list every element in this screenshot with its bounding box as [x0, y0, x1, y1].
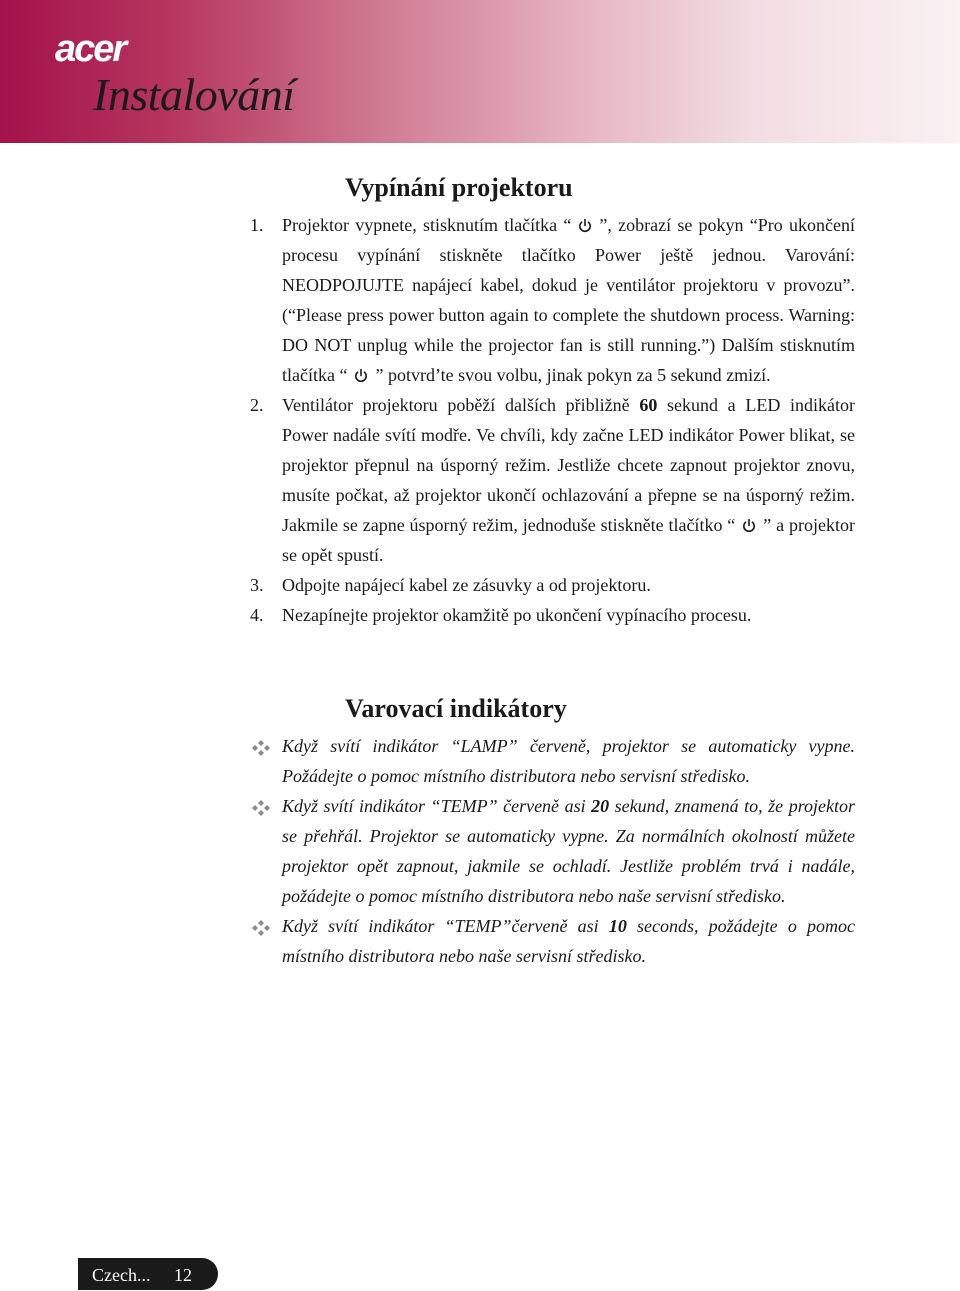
item-number: 2. [250, 395, 264, 415]
item-text: Když svítí indikátor “LAMP” červeně, projektor se automaticky vypne. Požádejte o pomoc místního distributora nebo servisní středisko. [282, 736, 855, 786]
list-item [240, 731, 855, 791]
item-number: 4. [250, 605, 264, 625]
item-text: sekund a LED indikátor Power nadále svítí modře. Ve chvíli, kdy začne LED indikátor Power blikat, se projektor přepnul na úsporný režim. Jestliže chcete zapnout projektor znovu, musíte počkat, až projektor ukončí ochlazování a přepne se na úsporný režim. Jakmile se zapne úsporný režim, jednoduše stiskněte tlačítko “ [282, 395, 855, 535]
diamond-bullet-icon [250, 740, 272, 756]
footer-language: Czech... [92, 1265, 151, 1285]
item-text: sekund, znamená to, že projektor se přehřál. Projektor se automaticky vypne. Za normálních okolností můžete projektor opět zapnout, jakmile se ochladí. Jestliže problém trvá i nadále, požádejte o pomoc místního distributora nebo naše servisní středisko. [282, 796, 856, 906]
item-text: Projektor vypnete, stisknutím tlačítka “ [282, 215, 572, 235]
item-text: ” potvrd’te svou volbu, jinak pokyn za 5 sekund zmizí. [375, 365, 771, 385]
footer-page-tab [78, 1258, 218, 1290]
emphasis-number: 20 [591, 796, 610, 816]
item-text: Ventilátor projektoru poběží dalších přibližně [282, 395, 640, 415]
power-icon [741, 518, 757, 534]
header-banner [0, 0, 960, 143]
acer-logo: acer [55, 28, 126, 70]
page-number: 12 [174, 1265, 192, 1285]
section-title-shutdown: Vypínání projektoru [345, 173, 573, 202]
item-text: ” a projektor se opět spustí. [282, 515, 855, 565]
list-item [240, 600, 855, 630]
item-text: Když svítí indikátor “TEMP”červeně asi [282, 916, 609, 936]
item-number: 3. [250, 575, 264, 595]
emphasis-number: 60 [639, 395, 658, 415]
warning-indicators-list [240, 731, 855, 971]
list-item [240, 911, 855, 971]
shutdown-steps-list [240, 210, 855, 630]
list-item [240, 390, 855, 570]
list-item [240, 791, 855, 911]
item-text: Když svítí indikátor “TEMP” červeně asi [282, 796, 592, 816]
list-item [240, 570, 855, 600]
power-icon [577, 218, 593, 234]
item-number: 1. [250, 215, 264, 235]
diamond-bullet-icon [250, 800, 272, 816]
emphasis-number: 10 [608, 916, 627, 936]
section-title-warnings: Varovací indikátory [345, 694, 567, 723]
power-icon [353, 368, 369, 384]
item-text: Odpojte napájecí kabel ze zásuvky a od projektoru. [282, 575, 651, 595]
list-item [240, 210, 855, 390]
diamond-bullet-icon [250, 920, 272, 936]
item-text: seconds, požádejte o pomoc místního distributora nebo naše servisní středisko. [282, 916, 856, 966]
page-title: Instalování [93, 69, 295, 120]
item-text: Nezapínejte projektor okamžitě po ukončení vypínacího procesu. [282, 605, 752, 625]
item-text: ”, zobrazí se pokyn “Pro ukončení procesu vypínání stiskněte tlačítko Power ještě jednou. Varování: NEODPOJUJTE napájecí kabel, dokud je ventilátor projektoru v provozu”. (“Please press power button again to complete the shutdown process. Warning: DO NOT unplug while the projector fan is still running.”) Dalším stisknutím tlačítka “ [282, 215, 855, 385]
